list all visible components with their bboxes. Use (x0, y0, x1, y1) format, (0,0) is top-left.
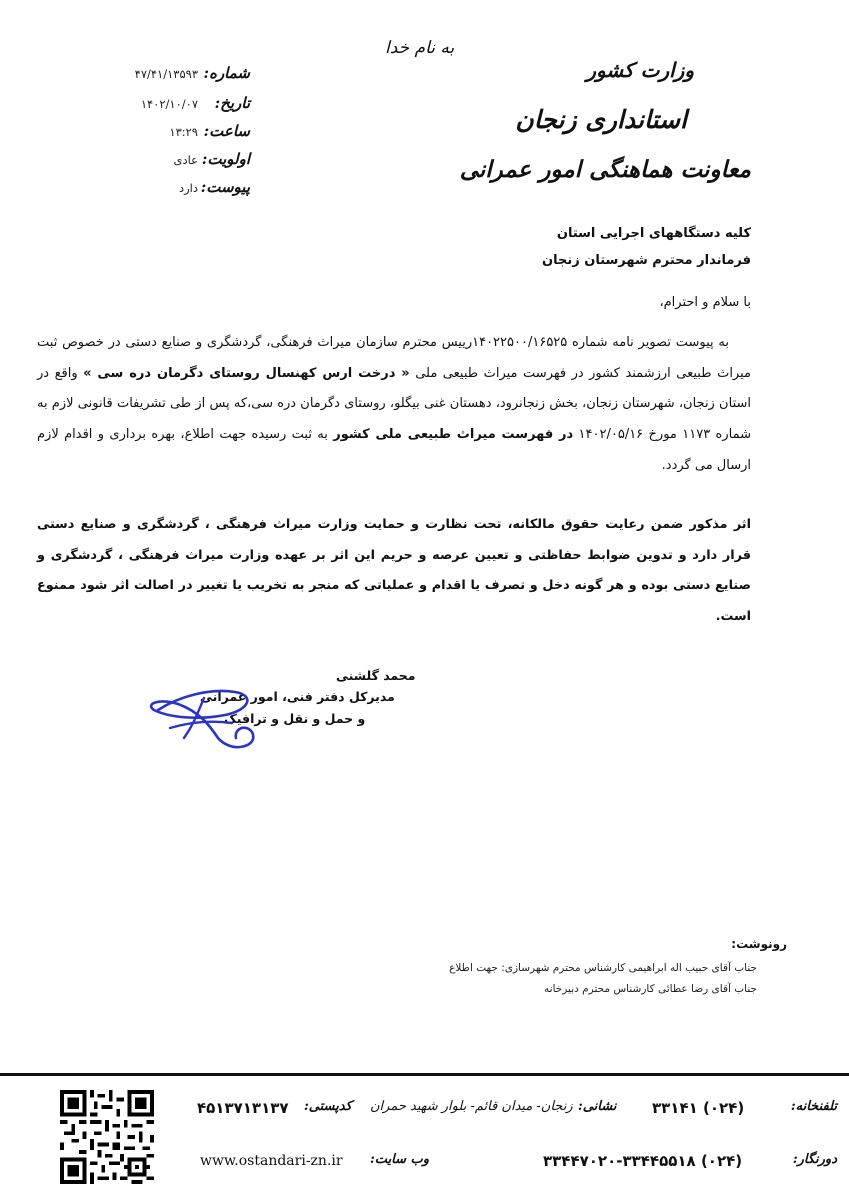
cc-heading: رونوشت: (731, 937, 787, 951)
date-value: ۱۴۰۲/۱۰/۰۷ (140, 97, 198, 111)
basmala-heading: به نام خدا (385, 38, 455, 58)
signatory-name: محمد گلشنی (336, 668, 416, 683)
province-office-name: استانداری زنجان (515, 105, 687, 134)
deputy-office-name: معاونت هماهنگی امور عمرانی (459, 156, 751, 183)
website-label: وب سایت: (370, 1152, 430, 1167)
letter-body (37, 328, 751, 482)
qr-code (60, 1090, 154, 1184)
cc-line: جناب آقای حبیب اله ابراهیمی کارشناس محترم شهرسازی: جهت اطلاع (449, 962, 757, 974)
date-label: تاریخ: (214, 94, 250, 112)
emphasis-paragraph: اثر مذکور ضمن رعایت حقوق مالکانه، تحت نظارت و حمایت وزارت میراث فرهنگی ، گردشگری و صنایع دستی قرار دارد و تدوین ضوابط حفاظتی و تعیین عرصه و حریم این اثر بر عهده وزارت میراث فرهنگی ، گردشگری و صنایع دستی بوده و هر گونه دخل و تصرف یا اقدام و عملیاتی که منجر به تخریب یا تغییر در اصالت اثر شود ممنوع است. (37, 517, 751, 624)
handwritten-signature (140, 668, 270, 758)
time-value: ۱۳:۲۹ (169, 125, 198, 139)
address-label: نشانی: (578, 1099, 617, 1114)
fax-label: دورنگار: (792, 1152, 837, 1167)
addressee-line-2: فرماندار محترم شهرستان زنجان (541, 253, 751, 268)
postal-code-label: کدپستی: (304, 1099, 352, 1114)
signatory-department: و حمل و نقل و ترافیک (224, 711, 366, 726)
meta-date (120, 94, 250, 116)
body-text-1: به پیوست تصویر نامه شماره ۱۴۰۲۲۵۰۰/۱۶۵۲۵رییس محترم سازمان میراث فرهنگی، گردشگری و صنایع دستی در خصوص ثبت میراث طبیعی ارزشمند کشور در فهرست میراث طبیعی ملی (37, 335, 751, 381)
body-paragraph (37, 328, 751, 482)
attachment-value: دارد (179, 181, 198, 195)
phone-number: (۰۲۴) ۳۳۱۴۱ (652, 1099, 745, 1117)
meta-number (120, 64, 250, 86)
website-link[interactable]: www.ostandari-zn.ir (200, 1153, 343, 1169)
cc-line: جناب آقای رضا عطائی کارشناس محترم دبیرخانه (544, 983, 757, 995)
fax-number: (۰۲۴) ۳۳۴۴۷۰۲۰-۳۳۴۴۵۵۱۸ (543, 1152, 743, 1170)
body-bold-registry: در فهرست میراث طبیعی ملی کشور (333, 427, 574, 443)
address-value: زنجان- میدان قائم- بلوار شهید حمران (370, 1099, 573, 1114)
priority-label: اولویت: (201, 150, 250, 168)
attachment-label: پیوست: (200, 178, 250, 196)
phone-label: تلفنخانه: (790, 1099, 837, 1114)
body-bold-heritage-name: « درخت ارس کهنسال روستای دگرمان دره سی » (83, 365, 410, 381)
body-text-2: واقع در استان زنجان، شهرستان زنجان، بخش زنجانرود، دهستان غنی بیگلو، روستای دگرمان دره سی،که پس از طی تشریفات قانونی لازم به شماره ۱۱۷۳ مورخ ۱۴۰۲/۰۵/۱۶ (37, 365, 752, 443)
priority-value: عادی (173, 153, 198, 167)
meta-priority (120, 150, 250, 172)
time-label: ساعت: (203, 122, 250, 140)
signatory-title: مدیرکل دفتر فنی، امور عمرانی (200, 689, 395, 704)
meta-time (120, 122, 250, 144)
meta-attachment (120, 178, 250, 200)
body-text-3: به ثبت رسیده جهت اطلاع، بهره برداری و اقدام لازم ارسال می گردد. (37, 427, 751, 473)
footer-divider (0, 1073, 849, 1076)
postal-code-value: ۴۵۱۳۷۱۳۱۳۷ (197, 1099, 289, 1117)
number-label: شماره: (203, 64, 250, 82)
number-value: ۴۷/۴۱/۱۳۵۹۳ (134, 67, 198, 81)
addressee-line-1: کلیه دستگاههای اجرایی استان (556, 226, 751, 241)
ministry-name: وزارت کشور (586, 58, 694, 82)
greeting: با سلام و احترام، (659, 295, 751, 310)
